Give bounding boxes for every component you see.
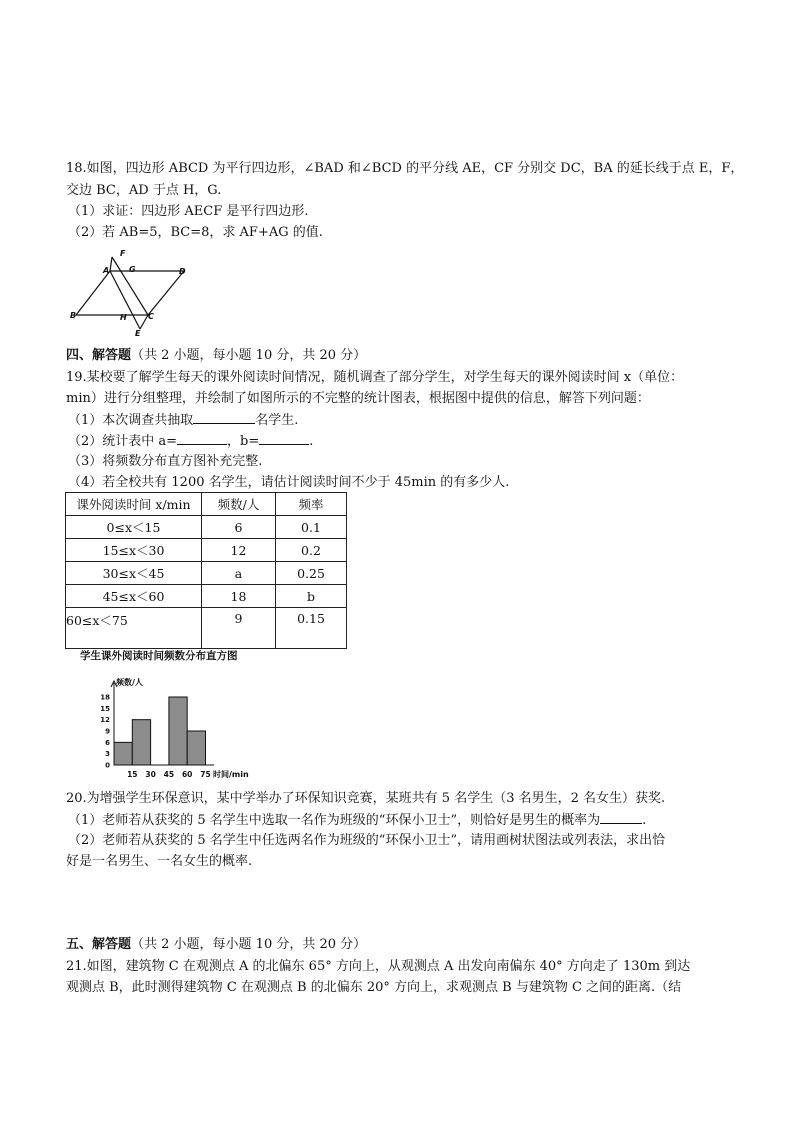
label-D: D bbox=[179, 267, 186, 276]
table-header-cell: 频率 bbox=[276, 493, 347, 516]
table-cell: 6 bbox=[202, 516, 276, 539]
parallelogram-figure bbox=[70, 245, 200, 340]
section5-note: （共 2 小题，每小题 10 分，共 20 分） bbox=[131, 937, 367, 952]
table-header-row bbox=[66, 493, 347, 516]
table-cell: b bbox=[276, 585, 347, 608]
table-cell: 0≤x＜15 bbox=[66, 516, 202, 539]
section4-title: 四、解答题 bbox=[66, 348, 132, 363]
label-E: E bbox=[135, 329, 141, 338]
table-row bbox=[66, 608, 347, 649]
q18-stem-line1: 18.如图，四边形 ABCD 为平行四边形，∠BAD 和∠BCD 的平分线 AE，CF 分别交 DC，BA 的延长线于点 E，F， bbox=[66, 161, 744, 176]
table-row bbox=[66, 562, 347, 585]
x-tick-label: 75 bbox=[200, 770, 211, 779]
chart-xlabel: 时间/min bbox=[213, 770, 249, 779]
q20-part1 bbox=[68, 811, 646, 830]
table-row bbox=[66, 516, 347, 539]
histogram-bar bbox=[114, 742, 132, 765]
q19-part2 bbox=[68, 432, 313, 451]
table-cell: 18 bbox=[202, 585, 276, 608]
y-tick-label: 0 bbox=[105, 761, 110, 770]
section4-heading bbox=[66, 347, 366, 365]
q21-stem-line2: 观测点 B，此时测得建筑物 C 在观测点 B 的北偏东 20° 方向上，求观测点 B 与建筑物 C 之间的距离.（结 bbox=[66, 980, 682, 995]
table-cell: 0.15 bbox=[276, 608, 347, 649]
chart-title: 学生课外阅读时间频数分布直方图 bbox=[80, 650, 238, 662]
section4-note: （共 2 小题，每小题 10 分，共 20 分） bbox=[131, 348, 367, 363]
table-cell: 0.1 bbox=[276, 516, 347, 539]
label-F: F bbox=[120, 249, 126, 258]
label-H: H bbox=[120, 313, 127, 322]
y-tick-label: 6 bbox=[105, 738, 110, 747]
y-tick-label: 9 bbox=[105, 727, 110, 736]
q19-part2-blank-b bbox=[259, 432, 309, 445]
table-cell: 15≤x＜30 bbox=[66, 539, 202, 562]
table-header-cell: 频数/人 bbox=[202, 493, 276, 516]
table-cell: 0.25 bbox=[276, 562, 347, 585]
table-row bbox=[66, 539, 347, 562]
q20-part2-line1: （2）老师若从获奖的 5 名学生中任选两名作为班级的“环保小卫士”，请用画树状图法或列表法，求出恰 bbox=[68, 833, 666, 848]
q19-stem-line2: min）进行分组整理，并绘制了如图所示的不完整的统计图表，根据图中提供的信息，解答下列问题： bbox=[66, 391, 650, 406]
table-cell: 45≤x＜60 bbox=[66, 585, 202, 608]
q19-part4: （4）若全校共有 1200 名学生，请估计阅读时间不少于 45min 的有多少人. bbox=[68, 475, 510, 490]
q18-stem-line2: 交边 BC，AD 于点 H，G. bbox=[66, 183, 222, 198]
q19-part1-text-b: 名学生. bbox=[255, 413, 299, 428]
q19-part2-text-b: ，b= bbox=[227, 434, 260, 449]
label-B: B bbox=[70, 311, 77, 320]
x-tick-label: 30 bbox=[145, 770, 156, 779]
q19-part1 bbox=[68, 411, 298, 430]
q18-part2: （2）若 AB=5，BC=8，求 AF+AG 的值. bbox=[68, 225, 323, 240]
table-cell: a bbox=[202, 562, 276, 585]
q20-part1-blank bbox=[600, 811, 642, 824]
y-tick-label: 12 bbox=[100, 716, 110, 725]
table-row bbox=[66, 585, 347, 608]
table-cell: 12 bbox=[202, 539, 276, 562]
section5-heading bbox=[66, 936, 366, 954]
chart-ylabel: 频数/人 bbox=[116, 678, 143, 687]
histogram-bar bbox=[187, 731, 205, 765]
q20-part2-line2: 好是一名男生、一名女生的概率. bbox=[66, 854, 253, 869]
q19-part3: （3）将频数分布直方图补充完整. bbox=[68, 454, 263, 469]
histogram-bar bbox=[169, 697, 187, 765]
frequency-table bbox=[65, 492, 347, 649]
q19-part1-blank bbox=[193, 411, 255, 424]
table-cell: 0.2 bbox=[276, 539, 347, 562]
table-cell: 9 bbox=[202, 608, 276, 649]
section5-title: 五、解答题 bbox=[66, 937, 132, 952]
q19-part2-text-c: . bbox=[309, 434, 314, 449]
q20-part1-text-b: . bbox=[642, 813, 647, 828]
y-tick-label: 18 bbox=[100, 693, 110, 702]
q19-part2-text-a: （2）统计表中 a= bbox=[68, 434, 178, 449]
x-tick-label: 15 bbox=[127, 770, 138, 779]
y-tick-label: 15 bbox=[100, 704, 110, 713]
label-C: C bbox=[148, 312, 154, 321]
histogram-chart bbox=[70, 645, 270, 785]
y-tick-label: 3 bbox=[105, 750, 110, 759]
q20-stem: 20.为增强学生环保意识，某中学举办了环保知识竞赛，某班共有 5 名学生（3 名男生，2 名女生）获奖. bbox=[66, 791, 666, 806]
q19-part1-text-a: （1）本次调查共抽取 bbox=[68, 413, 194, 428]
q18-part1: （1）求证：四边形 AECF 是平行四边形. bbox=[68, 204, 309, 219]
table-header-cell: 课外阅读时间 x/min bbox=[66, 493, 202, 516]
label-A: A bbox=[103, 266, 110, 275]
histogram-bar bbox=[132, 720, 150, 765]
label-G: G bbox=[129, 265, 136, 274]
x-tick-label: 60 bbox=[181, 770, 193, 779]
q19-stem-line1: 19.某校要了解学生每天的课外阅读时间情况，随机调查了部分学生，对学生每天的课外阅读时间 x（单位： bbox=[66, 370, 684, 385]
q21-stem-line1: 21.如图，建筑物 C 在观测点 A 的北偏东 65° 方向上，从观测点 A 出发向南偏东 40° 方向走了 130m 到达 bbox=[66, 959, 691, 974]
x-tick-label: 45 bbox=[163, 770, 175, 779]
table-cell: 60≤x＜75 bbox=[66, 608, 202, 649]
q19-part2-blank-a bbox=[177, 432, 227, 445]
table-cell: 30≤x＜45 bbox=[66, 562, 202, 585]
q20-part1-text-a: （1）老师若从获奖的 5 名学生中选取一名作为班级的“环保小卫士”，则恰好是男生的概率为 bbox=[68, 813, 601, 828]
